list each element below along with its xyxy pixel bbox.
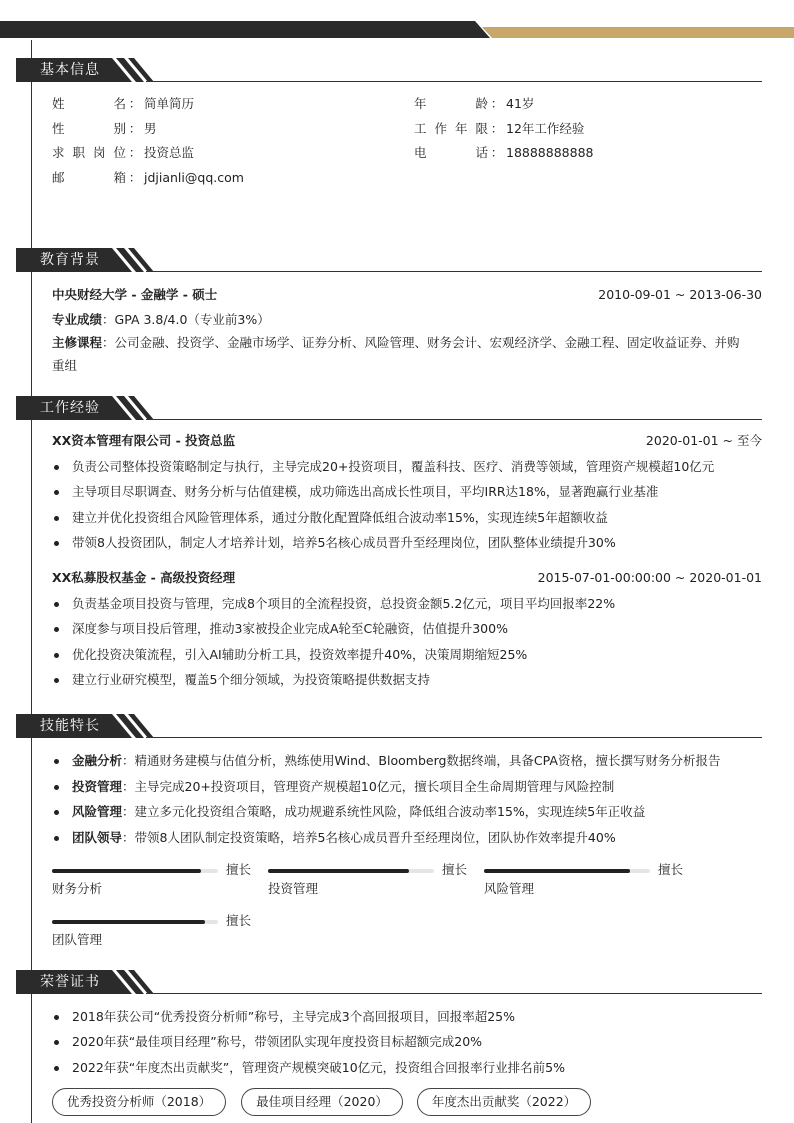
- skill-bar-fill: [268, 869, 409, 873]
- section-header: [16, 714, 762, 738]
- info-value: jdjianli@qq.com: [144, 170, 244, 185]
- honor-tag: 年度杰出贡献奖（2022）: [417, 1088, 591, 1116]
- info-colon: ：: [490, 145, 504, 160]
- skill-label: 团队领导: [72, 830, 123, 845]
- job-period: 2015-07-01-00:00:00 ~ 2020-01-01: [537, 570, 762, 585]
- info-value: 男: [144, 121, 157, 136]
- info-value: 简单简历: [144, 96, 195, 111]
- skill-name: 风险管理: [484, 881, 535, 896]
- skill-label: 投资管理: [72, 779, 123, 794]
- info-colon: ：: [128, 170, 142, 185]
- section-title: 教育背景: [40, 252, 100, 268]
- info-value: 18888888888: [506, 145, 594, 160]
- info-label: 求职岗位: [52, 145, 126, 160]
- skill-label: 风险管理: [72, 804, 123, 819]
- section-divider: [146, 419, 762, 420]
- section-basic-info: [16, 58, 762, 198]
- info-label: 电话: [414, 145, 488, 160]
- skill-bar-track: [52, 869, 218, 873]
- gpa-value: ：GPA 3.8/4.0（专业前3%）: [102, 312, 270, 327]
- education-title: 中央财经大学 - 金融学 - 硕士: [52, 287, 218, 302]
- skill-text: ：带领8人团队制定投资策略，培养5名核心成员晋升至经理岗位，团队协作效率提升40%: [122, 830, 616, 845]
- info-value: 12年工作经验: [506, 121, 585, 136]
- section-title: 荣誉证书: [40, 974, 100, 990]
- skill-text: ：建立多元化投资组合策略，成功规避系统性风险，降低组合波动率15%，实现连续5年正收益: [122, 804, 646, 819]
- skill-level: 擅长: [658, 862, 684, 877]
- info-position: [52, 145, 194, 161]
- info-age: [414, 96, 534, 112]
- education-courses: [52, 335, 762, 351]
- skill-level: 擅长: [442, 862, 468, 877]
- info-years: [414, 121, 584, 137]
- info-label: 工作年限: [414, 121, 488, 136]
- section-title: 基本信息: [40, 62, 100, 78]
- section-divider: [146, 271, 762, 272]
- honor-tag: 最佳项目经理（2020）: [241, 1088, 403, 1116]
- job-title: XX私募股权基金 - 高级投资经理: [52, 570, 236, 585]
- education-heading: [52, 287, 762, 303]
- info-colon: ：: [128, 96, 142, 111]
- education-gpa: [52, 312, 762, 328]
- skill-name: 财务分析: [52, 881, 103, 896]
- section-header: [16, 970, 762, 994]
- section-header: [16, 58, 762, 82]
- section-header: [16, 248, 762, 272]
- info-phone: [414, 145, 593, 161]
- skill-level: 擅长: [226, 913, 252, 928]
- section-divider: [146, 737, 762, 738]
- info-label: 姓名: [52, 96, 126, 111]
- info-value: 投资总监: [144, 145, 195, 160]
- info-email: [52, 170, 244, 186]
- job-heading: [52, 570, 762, 586]
- section-divider: [146, 81, 762, 82]
- skill-bar: [268, 862, 468, 902]
- education-period: 2010-09-01 ~ 2013-06-30: [598, 287, 762, 302]
- info-label: 邮箱: [52, 170, 126, 185]
- job-period: 2020-01-01 ~ 至今: [645, 433, 762, 448]
- education-courses-cont: [52, 358, 762, 374]
- courses-value: ：公司金融、投资学、金融市场学、证券分析、风险管理、财务会计、宏观经济学、金融工程、固定收益证券、并购: [102, 335, 740, 350]
- section-divider: [146, 993, 762, 994]
- section-skills: [16, 714, 762, 954]
- skill-bar-track: [268, 869, 434, 873]
- info-colon: ：: [490, 96, 504, 111]
- info-label: 性别: [52, 121, 126, 136]
- skill-name: 投资管理: [268, 881, 319, 896]
- skill-level: 擅长: [226, 862, 252, 877]
- section-education: [16, 248, 762, 378]
- job-heading: [52, 433, 762, 449]
- info-value: 41岁: [506, 96, 535, 111]
- skill-bar-fill: [484, 869, 630, 873]
- skill-bar: [52, 913, 252, 953]
- section-title: 工作经验: [40, 400, 100, 416]
- top-banner: [0, 0, 794, 40]
- courses-value-cont: 重组: [52, 358, 78, 373]
- honor-tag: 优秀投资分析师（2018）: [52, 1088, 226, 1116]
- section-header: [16, 396, 762, 420]
- skill-bar-track: [52, 920, 218, 924]
- skill-bar: [484, 862, 684, 902]
- skill-bar-fill: [52, 920, 205, 924]
- skill-text: ：精通财务建模与估值分析，熟练使用Wind、Bloomberg数据终端，具备CPA资格，擅长撰写财务分析报告: [122, 753, 721, 768]
- section-honors: 荣誉证书 2018年获公司“优秀投资分析师”称号，主导完成3个高回报项目，回报率超25% 2020年获“最佳项目经理”称号，带领团队实现年度投资目标超额完成20% 2022年获“年度杰出贡献奖”，管理资产规模突破10亿元，投资组合回报率行业排名前5% 优秀投资分析师（2018） 最佳项目经理（2020） 年度杰出贡献奖（2022）: [16, 970, 762, 1120]
- section-work: 工作经验 XX资本管理有限公司 - 投资总监 2020-01-01 ~ 至今 负责公司整体投资策略制定与执行，主导完成20+投资项目，覆盖科技、医疗、消费等领域，管理资产规模超10亿元 主导项目尽职调查、财务分析与估值建模，成功筛选出高成长性项目，平均IRR达18%，显著跑赢行业基准 建立并优化投资组合风险管理体系，通过分散化配置降低组合波动率15%，实现连续5年超额收益 带领8人投资团队，制定人才培养计划，培养5名核心成员晋升至经理岗位，团队整体业绩提升30% XX私募股权基金 - 高级投资经理 2015-07-01-00:00:00 ~ 2020-01-01 负责基金项目投资与管理，完成8个项目的全流程投资，总投资金额5.2亿元，项目平均回报率22% 深度参与项目投后管理，推动3家被投企业完成A轮至C轮融资，估值提升300% 优化投资决策流程，引入AI辅助分析工具，投资效率提升40%，决策周期缩短25% 建立行业研究模型，覆盖5个细分领域，为投资策略提供数据支持: [16, 396, 762, 696]
- info-name: [52, 96, 194, 112]
- skill-bar-fill: [52, 869, 201, 873]
- info-colon: ：: [490, 121, 504, 136]
- job-title: XX资本管理有限公司 - 投资总监: [52, 433, 236, 448]
- info-colon: ：: [128, 145, 142, 160]
- info-label: 年龄: [414, 96, 488, 111]
- info-gender: [52, 121, 157, 137]
- skill-name: 团队管理: [52, 932, 103, 947]
- skill-text: ：主导完成20+投资项目，管理资产规模超10亿元，擅长项目全生命周期管理与风险控制: [122, 779, 615, 794]
- skill-bar-track: [484, 869, 650, 873]
- section-title: 技能特长: [40, 718, 100, 734]
- courses-label: 主修课程: [52, 335, 103, 350]
- gpa-label: 专业成绩: [52, 312, 103, 327]
- skill-bar: [52, 862, 252, 902]
- skill-label: 金融分析: [72, 753, 123, 768]
- info-colon: ：: [128, 121, 142, 136]
